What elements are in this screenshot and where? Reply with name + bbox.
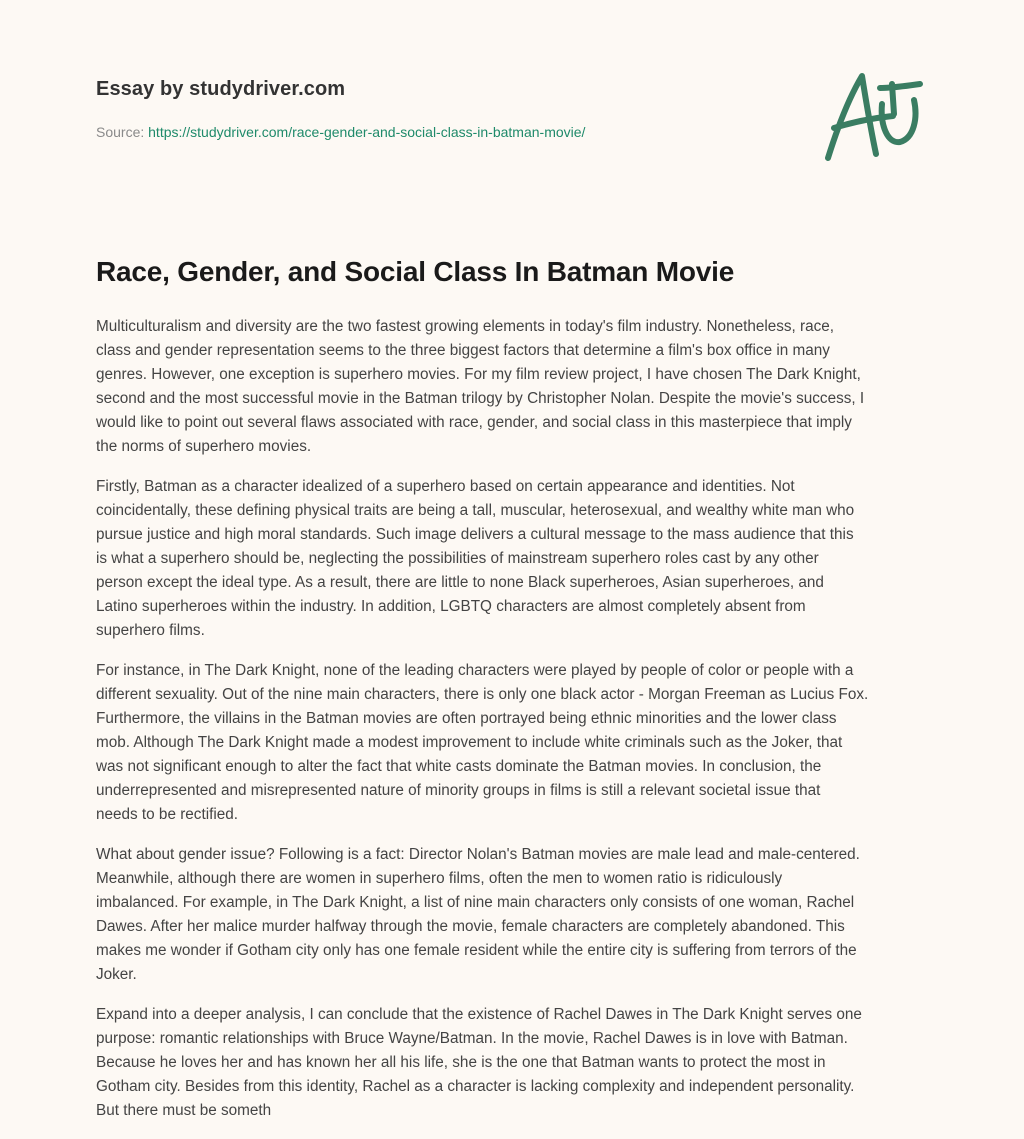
paragraph-line: Firstly, Batman as a character idealized of a superhero based on certain appearance and identities. Not (96, 478, 795, 495)
paragraph-line: would like to point out several flaws associated with race, gender, and social class in this masterpiece that imply (96, 414, 852, 431)
paragraph-line: superhero films. (96, 622, 205, 639)
source-line (96, 124, 585, 140)
paragraph-line: genres. However, one exception is superhero movies. For my film review project, I have chosen The Dark Knight, (96, 366, 861, 383)
article-paragraph (96, 843, 956, 987)
paragraph-line: is what a superhero should be, neglecting the possibilities of mainstream superhero roles cast by any other (96, 550, 819, 567)
paragraph-line: Multiculturalism and diversity are the two fastest growing elements in today's film industry. Nonetheless, race, (96, 318, 835, 335)
paragraph-line: the norms of superhero movies. (96, 438, 312, 455)
article-paragraph (96, 315, 956, 459)
paragraph-line: Meanwhile, although there are women in superhero films, often the men to women ratio is ridiculously (96, 870, 783, 887)
paragraph-line: mob. Although The Dark Knight made a modest improvement to include white criminals such as the Joker, that (96, 734, 843, 751)
paragraph-line: needs to be rectified. (96, 806, 239, 823)
paragraph-line: makes me wonder if Gotham city only has one female resident while the entire city is suffering from terrors of the (96, 942, 857, 959)
site-brand: Essay by studydriver.com (96, 78, 346, 100)
paragraph-line: Furthermore, the villains in the Batman movies are often portrayed being ethnic minorities and the lower class (96, 710, 837, 727)
paragraph-line: Latino superheroes within the industry. In addition, LGBTQ characters are almost completely absent from (96, 598, 806, 615)
source-link[interactable]: https://studydriver.com/race-gender-and-social-class-in-batman-movie/ (148, 124, 586, 140)
paragraph-line: class and gender representation seems to the three biggest factors that determine a film's box office in many (96, 342, 830, 359)
paragraph-line: purpose: romantic relationships with Bruce Wayne/Batman. In the movie, Rachel Dawes is in love with Batman. (96, 1030, 848, 1047)
paragraph-line: But there must be someth (96, 1102, 272, 1119)
paragraph-line: What about gender issue? Following is a fact: Director Nolan's Batman movies are male lead and male-centered. (96, 846, 860, 863)
article-paragraph (96, 1003, 956, 1123)
article-paragraph (96, 475, 956, 643)
paragraph-line: underrepresented and misrepresented nature of minority groups in films is still a relevant societal issue that (96, 782, 821, 799)
paragraph-line: person except the ideal type. As a result, there are little to none Black superheroes, Asian superheroes, and (96, 574, 824, 591)
article-paragraph (96, 659, 956, 827)
paragraph-line: second and the most successful movie in the Batman trilogy by Christopher Nolan. Despite the movie's success, I (96, 390, 865, 407)
paragraph-line: For instance, in The Dark Knight, none of the leading characters were played by people of color or people with a (96, 662, 854, 679)
paragraph-line: Gotham city. Besides from this identity, Rachel as a character is lacking complexity and independent personality. (96, 1078, 855, 1095)
paragraph-line: pursue justice and high moral standards. Such image delivers a cultural message to the mass audience that this (96, 526, 854, 543)
paragraph-line: Dawes. After her malice murder halfway through the movie, female characters are completely abandoned. This (96, 918, 845, 935)
paragraph-line: Joker. (96, 966, 137, 983)
source-label: Source: (96, 124, 145, 140)
article-title: Race, Gender, and Social Class In Batman Movie (96, 256, 735, 287)
a-plus-logo-icon (818, 66, 928, 166)
paragraph-line: different sexuality. Out of the nine main characters, there is only one black actor - Morgan Freeman as Lucius Fox. (96, 686, 869, 703)
paragraph-line: Expand into a deeper analysis, I can conclude that the existence of Rachel Dawes in The Dark Knight serves one (96, 1006, 862, 1023)
paragraph-line: was not significant enough to alter the fact that white casts dominate the Batman movies. In conclusion, the (96, 758, 822, 775)
paragraph-line: coincidentally, these defining physical traits are being a tall, muscular, heterosexual, and wealthy white man who (96, 502, 855, 519)
paragraph-line: Because he loves her and has known her all his life, she is the one that Batman wants to protect the most in (96, 1054, 826, 1071)
article-body (96, 315, 956, 1139)
paragraph-line: imbalanced. For example, in The Dark Knight, a list of nine main characters only consists of one woman, Rachel (96, 894, 855, 911)
